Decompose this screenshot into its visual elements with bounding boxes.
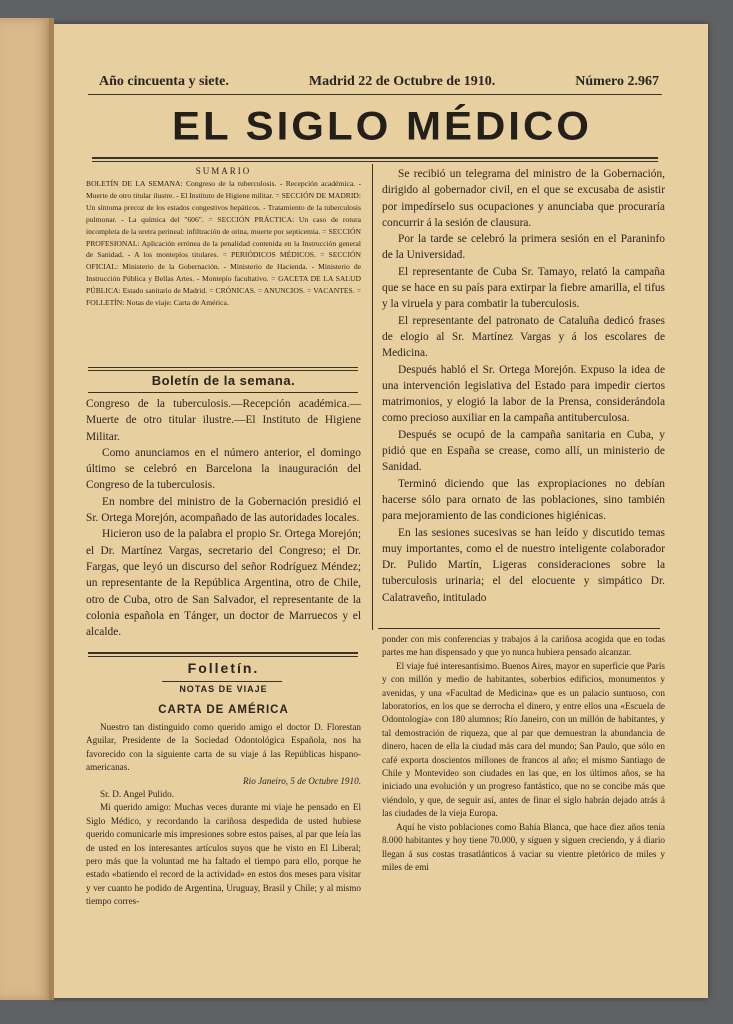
- left-column: [86, 166, 361, 309]
- carta-section: [86, 704, 361, 716]
- folletin-rule-top-2: [88, 656, 358, 657]
- right-column: [382, 166, 665, 606]
- masthead-rule-bottom: [92, 161, 658, 162]
- notas-title: NOTAS DE VIAJE: [179, 684, 268, 694]
- boletin-paragraph: Hicieron uso de la palabra el propio Sr. Ortega Morejón; el Dr. Martínez Vargas, secretario del Congreso; el Dr. Fargas, que leyó un discurso del señor Rodríguez Méndez; un representante de la República Argentina, otro de Chile, otro de Cuba, otro de San Salvador, el representante de la colonia española en Tánger, un doctor de Marruecos y el alcalde.: [86, 528, 361, 639]
- folletin-dateline: Rio Janeiro, 5 de Octubre 1910.: [243, 775, 361, 786]
- folletin-title: Folletín.: [187, 660, 260, 676]
- boletin-body: [86, 396, 361, 640]
- boletin-rule-top: [88, 367, 358, 368]
- notas-section: [86, 684, 361, 694]
- folletin-paragraph: Aquí he visto poblaciones como Bahía Blanca, que hace diez años tenía 8.000 habitantes y hoy tiene 70.000, y siguen y siguen creciendo, y á diario llegan á sus costas trasatlánticos á vaciar su vientre pletórico de miles y miles de emi: [382, 821, 665, 872]
- boletin-section: [86, 373, 361, 388]
- boletin-rule-bottom: [88, 392, 358, 393]
- boletin-paragraph: En nombre del ministro de la Gobernación presidió el Sr. Ortega Morejón, acompañado de las autoridades locales.: [86, 495, 361, 525]
- folletin-rule-top: [88, 652, 358, 654]
- sumario-text: BOLETÍN DE LA SEMANA: Congreso de la tuberculosis. - Recepción académica. - Muerte de otro titular ilustre. - El Instituto de Higiene militar. = SECCIÓN DE MADRID: Un síntoma precoz de los estados congestivos hepáticos. - Tratamiento de la tuberculosis pulmonar. - La química del "606". = SECCIÓN PRÁCTICA: Un caso de rotura incompleta de la uretra perineal: infiltración de orina, muerte por septicemia. = SECCIÓN PROFESIONAL: Aplicación errónea de la penalidad contenida en la Instrucción general de Sanidad. - A los montepíos titulares. = PERIÓDICOS MÉDICOS. = SECCIÓN OFICIAL: Ministerio de la Gobernación. - Ministerio de Hacienda. - Ministerio de Instrucción Pública y Bellas Artes. - Montepío facultativo. = GACETA DE LA SALUD PÚBLICA: Estado sanitario de Madrid. = CRÓNICAS. = ANUNCIOS. = VACANTES. = FOLLETÍN: Notas de viaje: Carta de América.: [86, 179, 361, 308]
- folletin-intro: Nuestro tan distinguido como querido amigo el doctor D. Florestan Aguilar, Presidente de la Sociedad Odontológica Española, nos ha favorecido con la siguiente carta de su viaje á las Repúblicas hispano-americanas.: [86, 722, 361, 773]
- folletin-subrule: [162, 681, 282, 682]
- folletin-salutation: Sr. D. Angel Pulido.: [100, 789, 175, 800]
- right-paragraph: En las sesiones sucesivas se han leído y discutido temas muy importantes, como el de nuestro inteligente colaborador Dr. Pulido Martín, Ligeras consideraciones sobre la tuberculosis urinaria; el del elocuente y simpático Dr. Calatraveño, intitulado: [382, 526, 665, 604]
- right-paragraph: Después habló el Sr. Ortega Morejón. Expuso la idea de una intervención legislativa del Estado para impedir ciertos matrimonios, y elogió la labor de la Prensa, considerándola como precioso auxiliar en la campaña antituberculosa.: [382, 363, 665, 425]
- right-paragraph: El representante del patronato de Cataluña dedicó frases de elogio al Sr. Martínez Vargas y á los escolares de Medicina.: [382, 314, 665, 360]
- header-year: Año cincuenta y siete.: [99, 74, 229, 89]
- facing-page-edge: [0, 18, 52, 1000]
- boletin-paragraph: Como anunciamos en el número anterior, el domingo último se celebró en Barcelona la inauguración del Congreso de la tuberculosis.: [86, 446, 361, 492]
- folletin-paragraph: Mi querido amigo: Muchas veces durante mi viaje he pensado en El Siglo Médico, y recordando la cariñosa despedida de usted hubiese querido comunicarle mis impresiones sobre estos países, al par que leía las de usted en los interesantes artículos suyos que he visto en El Liberal; pero más que la voluntad me ha faltado el tiempo para ello, porque he estado «batiendo el record de la actividad» en estos dos meses para visitar y ver cuanto he podido de Argentina, Uruguay, Brasil y Chile; y al mismo tiempo corres-: [86, 802, 361, 907]
- folletin-right-body: [382, 633, 665, 874]
- folletin-left-body: [86, 721, 361, 909]
- folletin-paragraph: ponder con mis conferencias y trabajos á la cariñosa acogida que en todas partes me han dispensado y que yo nunca hubiera pensado alcanzar.: [382, 634, 665, 658]
- boletin-subtitle: Congreso de la tuberculosis.—Recepción académica.—Muerte de otro titular ilustre.—El Instituto de Higiene Militar.: [86, 398, 361, 443]
- carta-heading: CARTA DE AMÉRICA: [158, 704, 289, 716]
- masthead-rule-top: [92, 157, 658, 159]
- newspaper-page: [52, 24, 708, 998]
- header-line: [99, 74, 659, 90]
- right-paragraph: Por la tarde se celebró la primera sesión en el Paraninfo de la Universidad.: [382, 233, 665, 262]
- header-date: Madrid 22 de Octubre de 1910.: [308, 74, 496, 89]
- boletin-title: Boletín de la semana.: [151, 373, 296, 388]
- sumario-title: SUMARIO: [195, 166, 252, 176]
- right-paragraph: Después se ocupó de la campaña sanitaria en Cuba, y pidió que en España se crease, como allí, un ministerio de Sanidad.: [382, 428, 665, 474]
- right-paragraph: Terminó diciendo que las expropiaciones no debían hacerse sólo para ornato de las poblaciones, sino también para mejoramiento de las condiciones higiénicas.: [382, 477, 665, 523]
- header-number: Número 2.967: [575, 74, 659, 89]
- masthead: EL SIGLO MÉDICO: [172, 103, 592, 148]
- boletin-rule-top-2: [88, 370, 358, 371]
- header-rule: [88, 94, 662, 95]
- book-spine: [49, 18, 54, 1000]
- folletin-paragraph: El viaje fué interesantísimo. Buenos Aires, mayor en superficie que París y con millón y medio de habitantes, soberbios edificios, monumentos y avenidas, y una «Facultad de Medicina» que es un palacio suntuoso, con laboratorios, en los que se derrocha el dinero, y entre ellos una «Escuela de Odontología» con 180 alumnos; Río Janeiro, con un millón de habitantes, y tal demostración de riqueza, que al par que demuestran la abundancia de dinero, hacen de ella la ciudad más cara del mundo; San Paulo, que sólo en café exporta doscientos millones de francos al año; el mismo Santiago de Chile y Montevideo son ciudades en las que, en los últimos años, se ha iniciado una evolución y un progreso fantástico, que no se concibe más que viéndolo, y que, de seguir así, antes de finar el siglo habrán dejado atrás á las ciudades de la vieja Europa.: [382, 660, 665, 819]
- folletin-section: [86, 660, 361, 676]
- right-paragraph: El representante de Cuba Sr. Tamayo, relató la campaña que se hace en su país para extirpar la fiebre amarilla, el tifus y la viruela y para combatir la tuberculosis.: [382, 265, 665, 311]
- right-section-rule: [378, 628, 660, 629]
- column-divider: [372, 164, 373, 630]
- right-paragraph: Se recibió un telegrama del ministro de la Gobernación, dirigido al gobernador civil, en el que se excusaba de asistir por impedírselo sus ocupaciones y anunciaba que procuraría concurrir á la sesión de clausura.: [382, 168, 665, 229]
